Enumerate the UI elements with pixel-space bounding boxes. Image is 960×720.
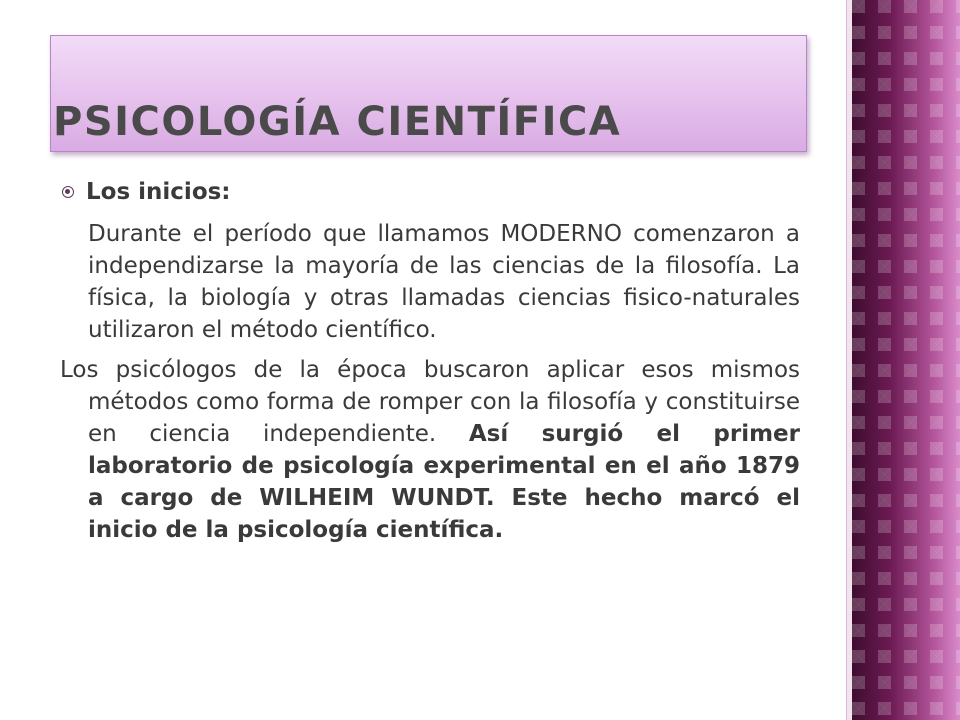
circled-dot-bullet-icon — [62, 186, 74, 198]
bullet-item — [60, 170, 800, 214]
paragraph-2-regular: Los psicólogos de la época buscaron aplicar esos mismos métodos como forma de romper con la filosofía y constituirse en ciencia independiente. — [60, 357, 800, 447]
bullet-heading: Los inicios: — [86, 179, 231, 205]
slide-body — [60, 170, 800, 546]
paragraph-1: Durante el período que llamamos MODERNO comenzaron a independizarse la mayoría de las ciencias de la filosofía. La física, la biología y otras llamadas ciencias fisico-naturales utilizaron el método científico. — [88, 221, 800, 343]
title-box — [50, 35, 807, 152]
slide-title: PSICOLOGÍA CIENTÍFICA — [53, 99, 622, 145]
paragraph-2-bold: Así surgió el primer laboratorio de psicología experimental en el año 1879 a cargo de WILHEIM WUNDT. Este hecho marcó el inicio de la psicología científica. — [88, 421, 800, 543]
paragraph-2 — [60, 354, 800, 546]
decorative-side-band — [852, 0, 960, 720]
